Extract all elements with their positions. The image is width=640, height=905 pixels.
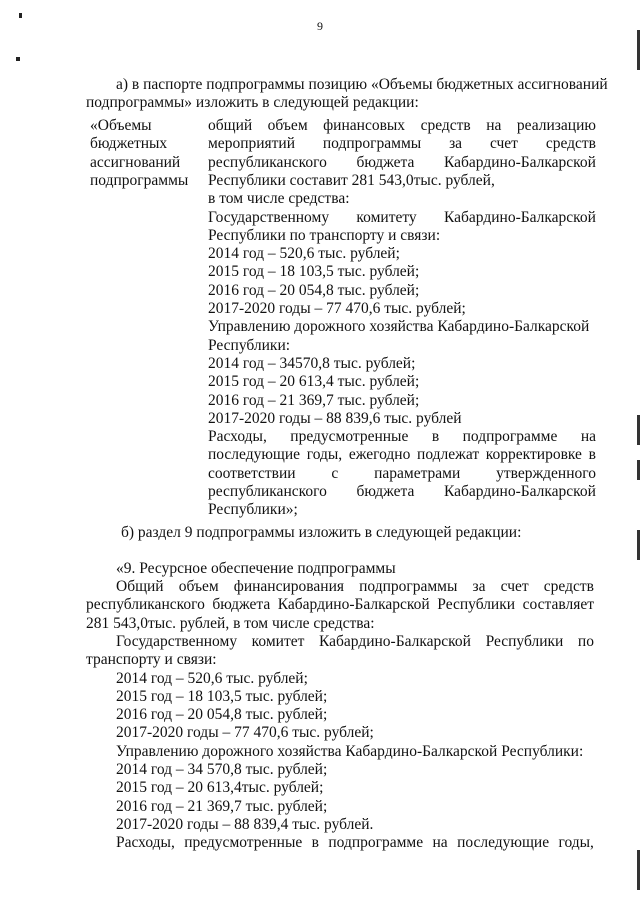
value-line: Республики по транспорту и связи: bbox=[208, 226, 441, 244]
value-line: Государственному комитету Кабардино-Балкарской bbox=[208, 208, 596, 226]
body-line: Государственному комитет Кабардино-Балкарской Республики по bbox=[116, 632, 594, 650]
value-line: общий объем финансовых средств на реализацию bbox=[208, 117, 596, 134]
body-line: Управлению дорожного хозяйства Кабардино-Балкарской Республики: bbox=[116, 742, 584, 760]
label-line: ассигнований bbox=[90, 153, 181, 171]
value-line: Расходы, предусмотренные в подпрограмме на bbox=[208, 428, 596, 446]
body-line: транспорту и связи: bbox=[86, 651, 217, 669]
value-line: Республики»; bbox=[208, 501, 298, 519]
value-line: республиканского бюджета Кабардино-Балкарской bbox=[208, 153, 596, 171]
intro-a-line: а) в паспорте подпрограммы позицию «Объемы бюджетных ассигнований bbox=[116, 76, 608, 93]
value-line: последующие годы, ежегодно подлежат корректировке в bbox=[208, 446, 596, 464]
value-line: 2015 год – 18 103,5 тыс. рублей; bbox=[208, 263, 420, 281]
value-line: 2016 год – 21 369,7 тыс. рублей; bbox=[208, 391, 420, 409]
value-line: мероприятий подпрограммы за счет средств bbox=[208, 135, 596, 153]
body-line: 2016 год – 21 369,7 тыс. рублей; bbox=[116, 797, 328, 815]
value-line: 2015 год – 20 613,4 тыс. рублей; bbox=[208, 373, 420, 391]
body-line: 2015 год – 20 613,4тыс. рублей; bbox=[116, 779, 324, 797]
value-line: 2017-2020 годы – 88 839,6 тыс. рублей bbox=[208, 409, 462, 427]
value-line: 2017-2020 годы – 77 470,6 тыс. рублей; bbox=[208, 300, 466, 317]
body-line: 2014 год – 520,6 тыс. рублей; bbox=[116, 669, 308, 687]
label-line: «Объемы bbox=[90, 117, 152, 134]
label-line: бюджетных bbox=[90, 135, 168, 153]
value-line: Управлению дорожного хозяйства Кабардино-Балкарской bbox=[208, 318, 590, 336]
body-line: Расходы, предусмотренные в подпрограмме на последующие годы, bbox=[116, 834, 594, 852]
value-line: 2016 год – 20 054,8 тыс. рублей; bbox=[208, 281, 420, 299]
scan-speck bbox=[16, 57, 20, 61]
intro-b: б) раздел 9 подпрограммы изложить в следующей редакции: bbox=[121, 524, 522, 541]
label-line: подпрограммы bbox=[90, 171, 189, 189]
value-line: Республики составит 281 543,0тыс. рублей, bbox=[208, 171, 495, 189]
scan-speck bbox=[19, 13, 22, 18]
value-line: республиканского бюджета Кабардино-Балкарской bbox=[208, 483, 596, 500]
value-line: 2014 год – 34570,8 тыс. рублей; bbox=[208, 354, 416, 372]
value-line: соответствии с параметрами утвержденного bbox=[208, 464, 596, 482]
body-line: 281 543,0тыс. рублей, в том числе средства: bbox=[86, 614, 375, 632]
intro-a-line: подпрограммы» изложить в следующей редакции: bbox=[86, 94, 419, 111]
body-line: 2014 год – 34 570,8 тыс. рублей; bbox=[116, 761, 328, 778]
page-number: 9 bbox=[317, 19, 323, 33]
value-line: в том числе средства: bbox=[208, 190, 350, 208]
body-line: 2016 год – 20 054,8 тыс. рублей; bbox=[116, 706, 328, 724]
section-title: «9. Ресурсное обеспечение подпрограммы bbox=[116, 560, 396, 577]
body-line: 2015 год – 18 103,5 тыс. рублей; bbox=[116, 687, 328, 705]
value-line: Республики: bbox=[208, 336, 291, 354]
body-line: 2017-2020 годы – 77 470,6 тыс. рублей; bbox=[116, 724, 374, 742]
body-line: республиканского бюджета Кабардино-Балкарской Республики составляет bbox=[86, 596, 594, 614]
body-line: 2017-2020 годы – 88 839,4 тыс. рублей. bbox=[116, 815, 374, 833]
value-line: 2014 год – 520,6 тыс. рублей; bbox=[208, 245, 400, 263]
body-line: Общий объем финансирования подпрограммы за счет средств bbox=[116, 578, 594, 595]
